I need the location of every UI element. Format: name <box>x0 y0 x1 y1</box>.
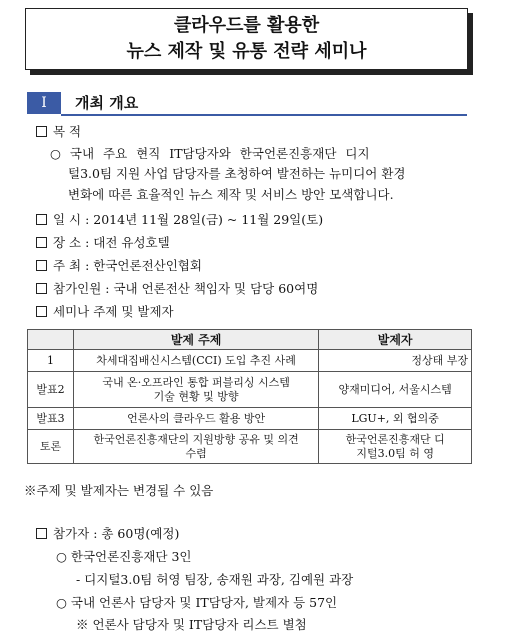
table-cell-presenter: 정상태 부장 <box>319 350 472 372</box>
table-cell-presenter: 양재미디어, 서울시스템 <box>319 372 472 408</box>
title-box <box>25 8 468 70</box>
table-row <box>28 372 472 408</box>
checkbox-icon <box>36 528 47 539</box>
table-cell-topic: 차세대집배신시스템(CCI) 도입 추진 사례 <box>73 350 318 372</box>
attendees-line <box>36 281 318 297</box>
table-cell-number: 발표2 <box>28 372 74 408</box>
checkbox-icon <box>36 214 47 225</box>
checkbox-icon <box>36 126 47 137</box>
section-number: Ⅰ <box>27 92 61 114</box>
table-cell-topic: 한국언론진흥재단의 지원방향 공유 및 의견수렴 <box>73 430 318 464</box>
purpose-label: 목 적 <box>53 124 82 139</box>
table-header-number <box>28 330 74 350</box>
participants-group-1: ○ 한국언론진흥재단 3인 <box>56 549 192 564</box>
change-note: ※주제 및 발제자는 변경될 수 있음 <box>24 483 214 498</box>
purpose-line-1: ○ 국내 주요 현직 IT담당자와 한국언론진흥재단 디지 <box>50 146 370 161</box>
table-row <box>28 408 472 430</box>
checkbox-icon <box>36 260 47 271</box>
participants-heading <box>36 526 179 542</box>
table-cell-number: 발표3 <box>28 408 74 430</box>
table-header-row <box>28 330 472 350</box>
table-cell-number: 토론 <box>28 430 74 464</box>
attendees-text: 참가인원 : 국내 언론전산 책임자 및 담당 60여명 <box>53 281 319 296</box>
table-header-presenter: 발제자 <box>319 330 472 350</box>
participants-heading-text: 참가자 : 총 60명(예정) <box>53 526 180 541</box>
seminar-table <box>27 329 472 464</box>
host-text: 주 최 : 한국언론전산인협회 <box>53 258 202 273</box>
section-heading <box>27 92 467 116</box>
topics-text: 세미나 주제 및 발제자 <box>53 304 174 319</box>
date-line <box>36 212 323 228</box>
date-text: 일 시 : 2014년 11월 28일(금) ~ 11월 29일(토) <box>53 212 324 227</box>
table-row <box>28 350 472 372</box>
topics-line <box>36 304 174 320</box>
purpose-line-2: 털3.0팀 지원 사업 담당자를 초청하여 발전하는 뉴미디어 환경 <box>68 166 406 181</box>
purpose-heading <box>36 124 81 140</box>
checkbox-icon <box>36 306 47 317</box>
table-row <box>28 430 472 464</box>
participants-group-2: ○ 국내 언론사 담당자 및 IT담당자, 발제자 등 57인 <box>56 595 338 610</box>
table-cell-topic: 언론사의 클라우드 활용 방안 <box>73 408 318 430</box>
table-cell-topic: 국내 온·오프라인 통합 퍼블리싱 시스템 기술 현황 및 방향 <box>73 372 318 408</box>
host-line <box>36 258 202 274</box>
title-line-2: 뉴스 제작 및 유통 전략 세미나 <box>126 41 367 62</box>
checkbox-icon <box>36 283 47 294</box>
table-header-topic: 발제 주제 <box>73 330 318 350</box>
purpose-line-3: 변화에 따른 효율적인 뉴스 제작 및 서비스 방안 모색합니다. <box>68 187 394 202</box>
section-title: 개최 개요 <box>75 94 139 112</box>
table-cell-presenter: 한국언론진흥재단 디지털3.0팀 허 영 <box>319 430 472 464</box>
place-line <box>36 235 170 251</box>
title-line-1: 클라우드를 활용한 <box>173 15 320 36</box>
table-cell-number: 1 <box>28 350 74 372</box>
participants-group-1-detail: - 디지털3.0팀 허영 팀장, 송재원 과장, 김예원 과장 <box>76 572 354 587</box>
participants-group-2-detail: ※ 언론사 담당자 및 IT담당자 리스트 별첨 <box>76 617 307 632</box>
place-text: 장 소 : 대전 유성호텔 <box>53 235 170 250</box>
section-rule <box>61 114 467 116</box>
checkbox-icon <box>36 237 47 248</box>
table-cell-presenter: LGU+, 외 협의중 <box>319 408 472 430</box>
